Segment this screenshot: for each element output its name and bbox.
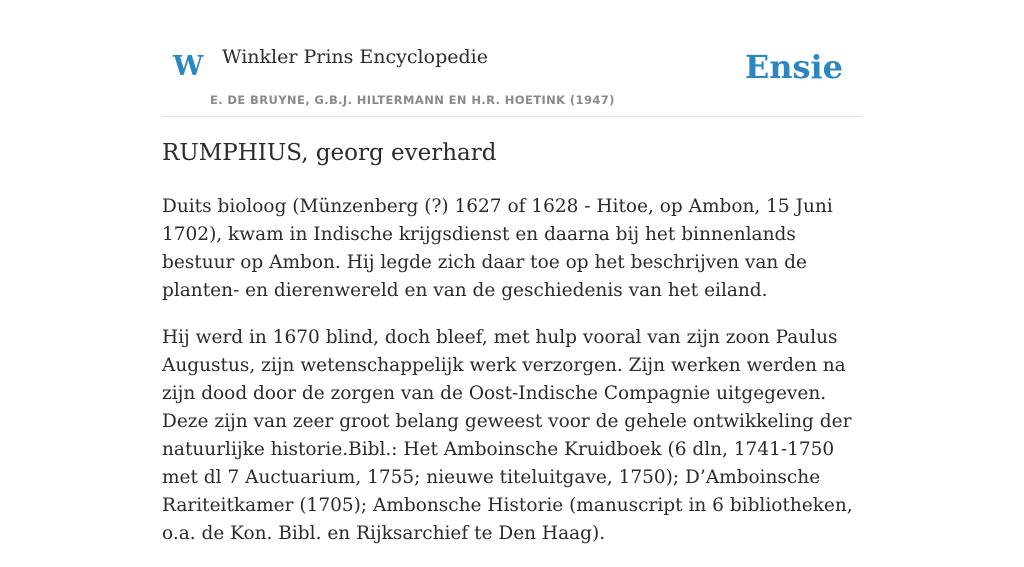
- page: [162, 0, 862, 544]
- winkler-prins-logo-icon[interactable]: W: [173, 51, 204, 82]
- site-header: [162, 0, 862, 117]
- paragraph: Duits bioloog (Münzenberg (?) 1627 of 1628 - Hitoe, op Ambon, 15 Juni 1702), kwam in Indische krijgsdienst en daarna bij het binnenlands bestuur op Ambon. Hij legde zich daar toe op het beschrijven van de planten- en dierenwereld en van de geschiedenis van het eiland.: [162, 196, 833, 301]
- ensie-logo[interactable]: Ensie: [744, 48, 843, 86]
- paragraph: Hij werd in 1670 blind, doch bleef, met hulp vooral van zijn zoon Paulus Augustus, zijn wetenschappelijk werk verzorgen. Zijn werken werden na zijn dood door de zorgen van de Oost-Indische Compagnie uitgegeven. Deze zijn van zeer groot belang geweest voor de gehele ontwikkeling der natuurlijke historie.Bibl.: Het Amboinsche Kruidboek (6 dln, 1741-1750 met dl 7 Auctuarium, 1755; nieuwe titeluitgave, 1750); D’Amboinsche Rariteitkamer (1705); Ambonsche Historie (manuscript in 6 bibliotheken, o.a. de Kon. Bibl. en Rijksarchief te Den Haag).: [162, 327, 853, 544]
- entry-body: [162, 193, 862, 567]
- entry-title: RUMPHIUS, georg everhard: [162, 140, 497, 166]
- source-authors: E. DE BRUYNE, G.B.J. HILTERMANN EN H.R. HOETINK (1947): [210, 93, 615, 107]
- source-title[interactable]: Winkler Prins Encyclopedie: [222, 46, 488, 68]
